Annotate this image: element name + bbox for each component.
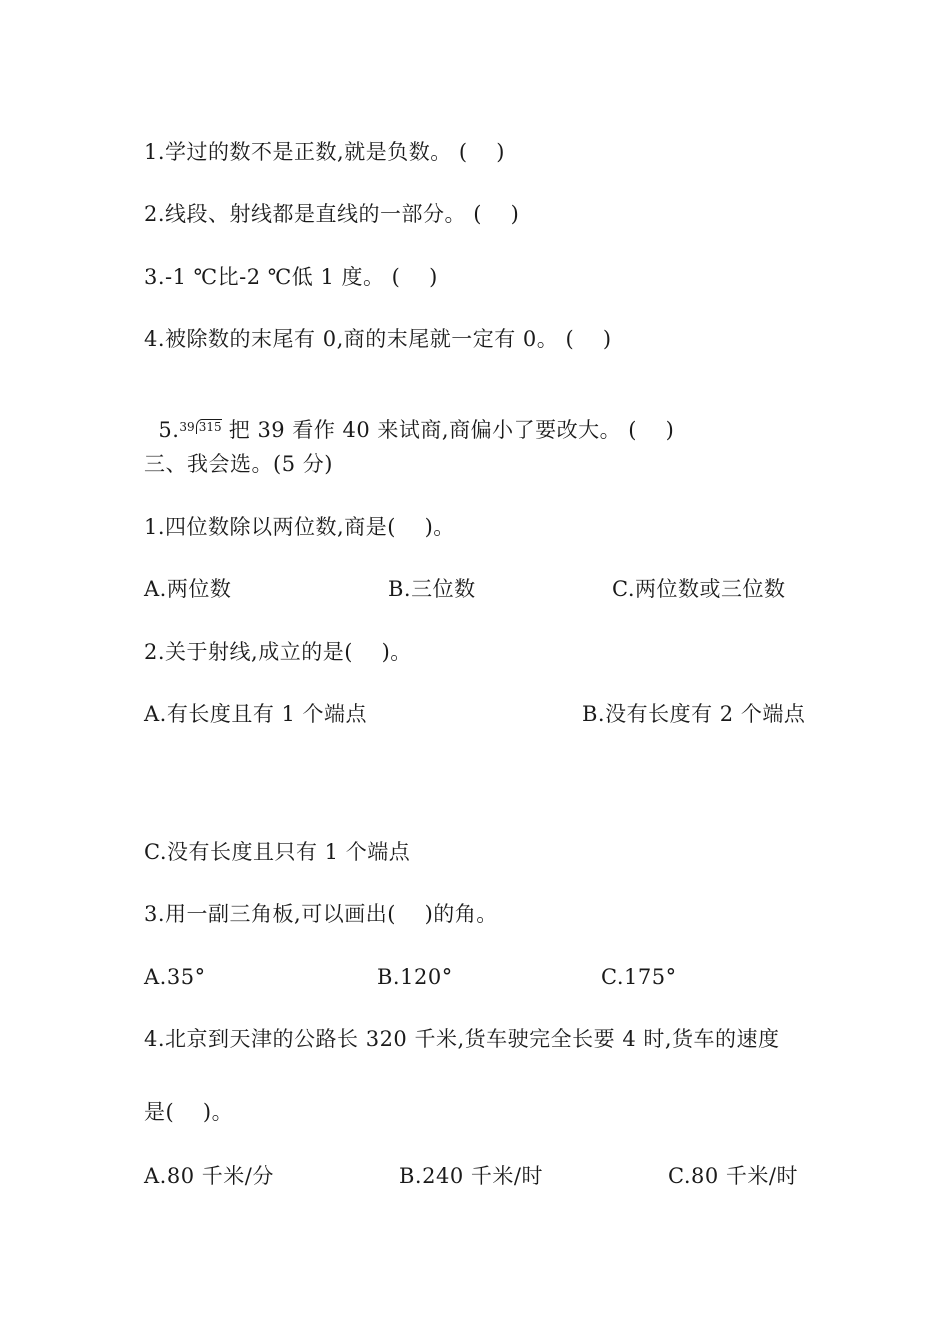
judge-item-2: 2.线段、射线都是直线的一部分。 ( ) — [144, 202, 520, 226]
question-4-option-c: C.80 千米/时 — [668, 1164, 798, 1188]
question-3-stem: 3.用一副三角板,可以画出( )的角。 — [144, 902, 498, 926]
question-2-option-a: A.有长度且有 1 个端点 — [144, 702, 368, 726]
question-4-stem: 4.北京到天津的公路长 320 千米,货车驶完全长要 4 时,货车的速度 — [144, 1027, 780, 1051]
judge-item-4: 4.被除数的末尾有 0,商的末尾就一定有 0。 ( ) — [144, 327, 612, 351]
judge-item-5 — [144, 388, 674, 444]
question-4-stem-continuation: 是( )。 — [144, 1100, 234, 1124]
judge-item-5-number: 5. — [158, 418, 180, 442]
question-4-option-a: A.80 千米/分 — [144, 1164, 274, 1188]
question-3-option-b: B.120° — [377, 965, 453, 989]
question-4-option-b: B.240 千米/时 — [399, 1164, 543, 1188]
question-3-option-c: C.175° — [601, 965, 677, 989]
divisor: 39 — [179, 420, 195, 434]
judge-item-3: 3.-1 ℃比-2 ℃低 1 度。 ( ) — [144, 265, 438, 289]
question-2-stem: 2.关于射线,成立的是( )。 — [144, 640, 412, 664]
judge-item-5-text: 把 39 看作 40 来试商,商偏小了要改大。 ( ) — [221, 418, 675, 442]
question-1-option-a: A.两位数 — [144, 577, 232, 601]
section-heading: 三、我会选。(5 分) — [144, 452, 333, 476]
question-1-stem: 1.四位数除以两位数,商是( )。 — [144, 515, 455, 539]
dividend: 315 — [196, 419, 222, 434]
question-3-option-a: A.35° — [144, 965, 206, 989]
question-2-option-b: B.没有长度有 2 个端点 — [582, 702, 806, 726]
question-1-option-c: C.两位数或三位数 — [612, 577, 786, 601]
judge-item-1: 1.学过的数不是正数,就是负数。 ( ) — [144, 140, 505, 164]
long-division-symbol — [179, 419, 221, 434]
question-1-option-b: B.三位数 — [388, 577, 476, 601]
question-2-option-c: C.没有长度且只有 1 个端点 — [144, 840, 411, 864]
